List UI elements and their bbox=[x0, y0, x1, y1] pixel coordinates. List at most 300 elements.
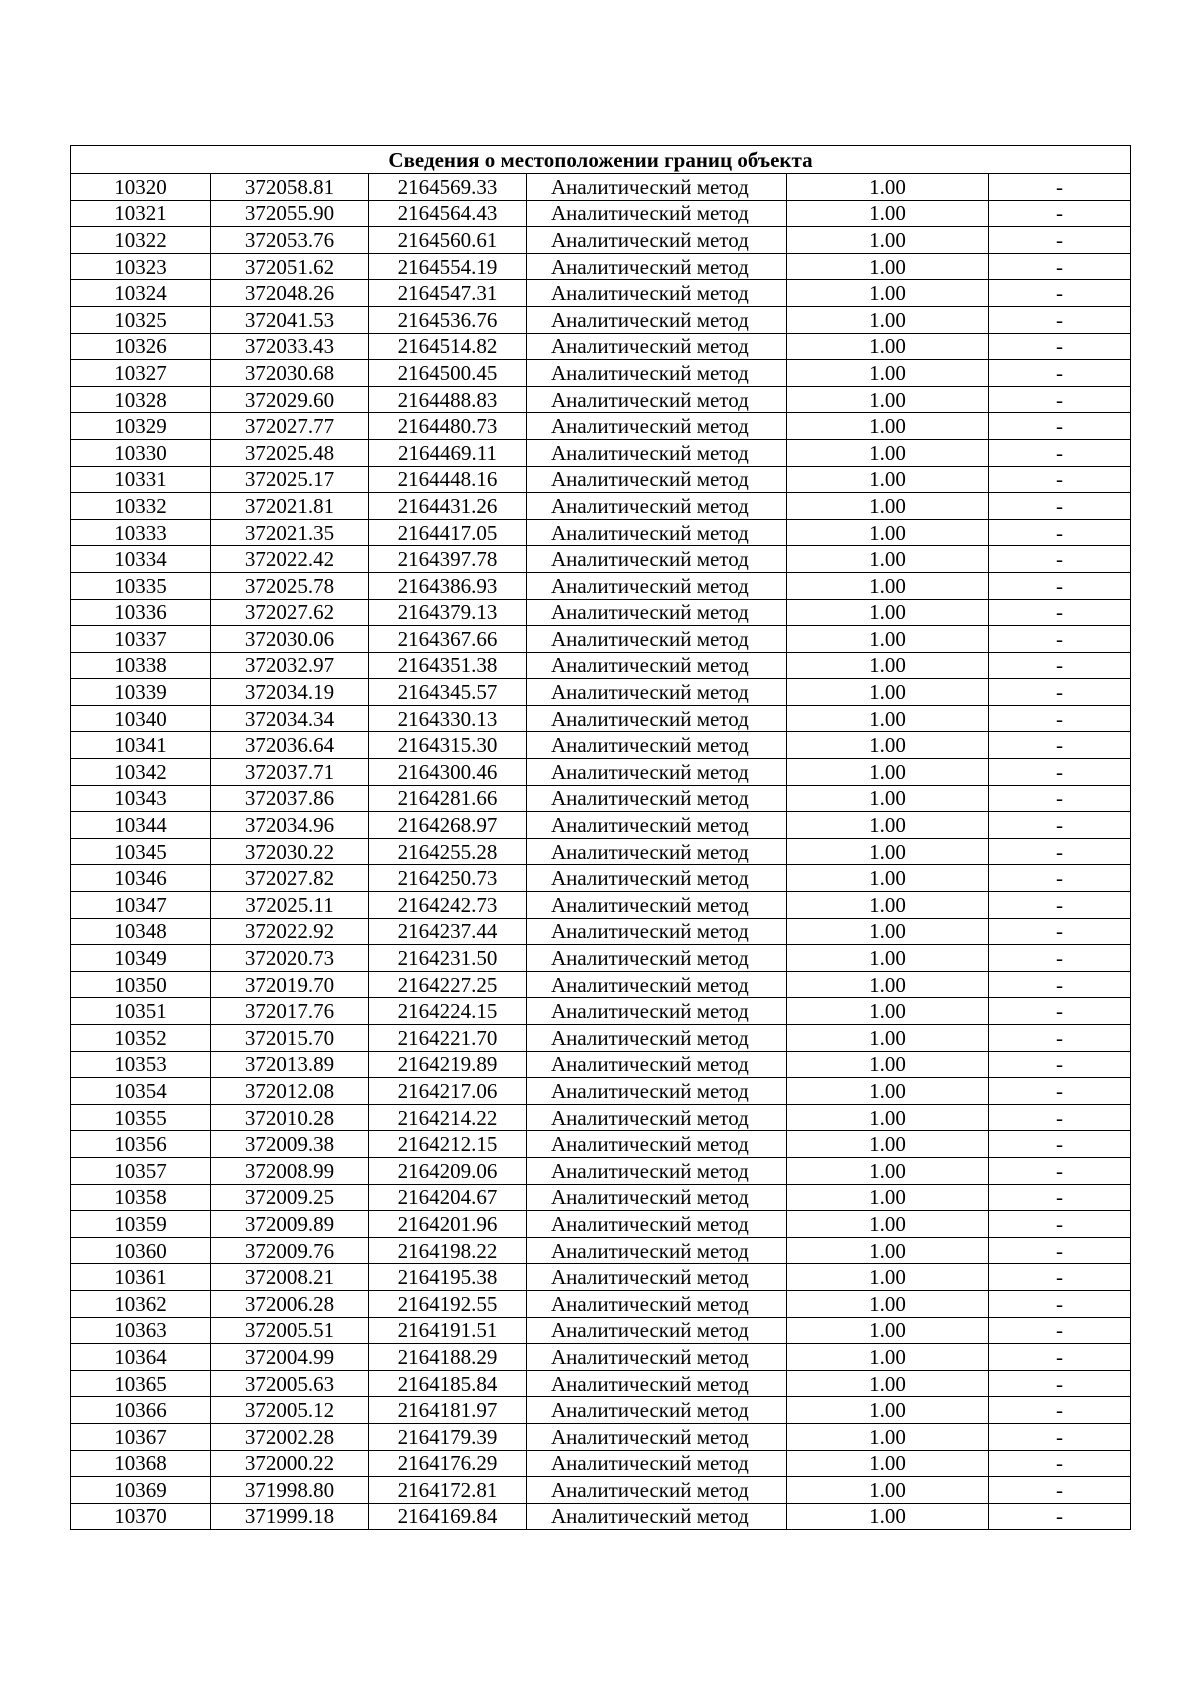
y-coordinate-cell: 2164231.50 bbox=[369, 945, 527, 972]
y-coordinate-cell: 2164554.19 bbox=[369, 253, 527, 280]
accuracy-cell: 1.00 bbox=[787, 865, 989, 892]
point-number-cell: 10364 bbox=[71, 1344, 211, 1371]
point-number-cell: 10346 bbox=[71, 865, 211, 892]
y-coordinate-cell: 2164217.06 bbox=[369, 1078, 527, 1105]
accuracy-cell: 1.00 bbox=[787, 759, 989, 786]
y-coordinate-cell: 2164560.61 bbox=[369, 227, 527, 254]
point-number-cell: 10326 bbox=[71, 333, 211, 360]
method-cell: Аналитический метод bbox=[527, 227, 787, 254]
y-coordinate-cell: 2164204.67 bbox=[369, 1184, 527, 1211]
accuracy-cell: 1.00 bbox=[787, 1423, 989, 1450]
method-cell: Аналитический метод bbox=[527, 1211, 787, 1238]
description-cell: - bbox=[989, 439, 1131, 466]
method-cell: Аналитический метод bbox=[527, 360, 787, 387]
description-cell: - bbox=[989, 227, 1131, 254]
method-cell: Аналитический метод bbox=[527, 679, 787, 706]
x-coordinate-cell: 372033.43 bbox=[211, 333, 369, 360]
point-number-cell: 10344 bbox=[71, 812, 211, 839]
point-number-cell: 10352 bbox=[71, 1025, 211, 1052]
method-cell: Аналитический метод bbox=[527, 306, 787, 333]
description-cell: - bbox=[989, 1211, 1131, 1238]
point-number-cell: 10342 bbox=[71, 759, 211, 786]
table-row bbox=[71, 466, 1131, 493]
method-cell: Аналитический метод bbox=[527, 732, 787, 759]
accuracy-cell: 1.00 bbox=[787, 386, 989, 413]
accuracy-cell: 1.00 bbox=[787, 1078, 989, 1105]
table-row bbox=[71, 493, 1131, 520]
point-number-cell: 10351 bbox=[71, 998, 211, 1025]
point-number-cell: 10337 bbox=[71, 626, 211, 653]
method-cell: Аналитический метод bbox=[527, 1370, 787, 1397]
table-row bbox=[71, 1397, 1131, 1424]
description-cell: - bbox=[989, 1317, 1131, 1344]
table-row bbox=[71, 227, 1131, 254]
point-number-cell: 10360 bbox=[71, 1237, 211, 1264]
accuracy-cell: 1.00 bbox=[787, 439, 989, 466]
table-row bbox=[71, 1503, 1131, 1530]
method-cell: Аналитический метод bbox=[527, 1078, 787, 1105]
x-coordinate-cell: 372034.19 bbox=[211, 679, 369, 706]
table-row bbox=[71, 1131, 1131, 1158]
method-cell: Аналитический метод bbox=[527, 998, 787, 1025]
point-number-cell: 10323 bbox=[71, 253, 211, 280]
table-row bbox=[71, 200, 1131, 227]
y-coordinate-cell: 2164227.25 bbox=[369, 971, 527, 998]
point-number-cell: 10359 bbox=[71, 1211, 211, 1238]
description-cell: - bbox=[989, 1025, 1131, 1052]
point-number-cell: 10361 bbox=[71, 1264, 211, 1291]
y-coordinate-cell: 2164536.76 bbox=[369, 306, 527, 333]
y-coordinate-cell: 2164192.55 bbox=[369, 1290, 527, 1317]
description-cell: - bbox=[989, 1131, 1131, 1158]
accuracy-cell: 1.00 bbox=[787, 306, 989, 333]
method-cell: Аналитический метод bbox=[527, 1450, 787, 1477]
accuracy-cell: 1.00 bbox=[787, 838, 989, 865]
x-coordinate-cell: 372021.81 bbox=[211, 493, 369, 520]
accuracy-cell: 1.00 bbox=[787, 1370, 989, 1397]
point-number-cell: 10343 bbox=[71, 785, 211, 812]
table-row bbox=[71, 1211, 1131, 1238]
point-number-cell: 10336 bbox=[71, 599, 211, 626]
y-coordinate-cell: 2164268.97 bbox=[369, 812, 527, 839]
accuracy-cell: 1.00 bbox=[787, 998, 989, 1025]
point-number-cell: 10334 bbox=[71, 546, 211, 573]
x-coordinate-cell: 372009.89 bbox=[211, 1211, 369, 1238]
x-coordinate-cell: 372053.76 bbox=[211, 227, 369, 254]
y-coordinate-cell: 2164448.16 bbox=[369, 466, 527, 493]
method-cell: Аналитический метод bbox=[527, 174, 787, 201]
y-coordinate-cell: 2164181.97 bbox=[369, 1397, 527, 1424]
x-coordinate-cell: 372000.22 bbox=[211, 1450, 369, 1477]
y-coordinate-cell: 2164237.44 bbox=[369, 918, 527, 945]
accuracy-cell: 1.00 bbox=[787, 679, 989, 706]
accuracy-cell: 1.00 bbox=[787, 1477, 989, 1504]
method-cell: Аналитический метод bbox=[527, 200, 787, 227]
x-coordinate-cell: 372008.21 bbox=[211, 1264, 369, 1291]
description-cell: - bbox=[989, 1370, 1131, 1397]
point-number-cell: 10356 bbox=[71, 1131, 211, 1158]
method-cell: Аналитический метод bbox=[527, 759, 787, 786]
x-coordinate-cell: 372041.53 bbox=[211, 306, 369, 333]
method-cell: Аналитический метод bbox=[527, 785, 787, 812]
table-row bbox=[71, 1157, 1131, 1184]
description-cell: - bbox=[989, 1450, 1131, 1477]
accuracy-cell: 1.00 bbox=[787, 1104, 989, 1131]
table-row bbox=[71, 998, 1131, 1025]
y-coordinate-cell: 2164386.93 bbox=[369, 572, 527, 599]
method-cell: Аналитический метод bbox=[527, 838, 787, 865]
accuracy-cell: 1.00 bbox=[787, 1397, 989, 1424]
y-coordinate-cell: 2164488.83 bbox=[369, 386, 527, 413]
description-cell: - bbox=[989, 493, 1131, 520]
method-cell: Аналитический метод bbox=[527, 572, 787, 599]
description-cell: - bbox=[989, 1423, 1131, 1450]
point-number-cell: 10362 bbox=[71, 1290, 211, 1317]
table-row bbox=[71, 1264, 1131, 1291]
point-number-cell: 10332 bbox=[71, 493, 211, 520]
method-cell: Аналитический метод bbox=[527, 918, 787, 945]
accuracy-cell: 1.00 bbox=[787, 227, 989, 254]
method-cell: Аналитический метод bbox=[527, 1237, 787, 1264]
table-row bbox=[71, 838, 1131, 865]
table-row bbox=[71, 971, 1131, 998]
x-coordinate-cell: 372037.71 bbox=[211, 759, 369, 786]
point-number-cell: 10345 bbox=[71, 838, 211, 865]
x-coordinate-cell: 372030.22 bbox=[211, 838, 369, 865]
y-coordinate-cell: 2164191.51 bbox=[369, 1317, 527, 1344]
description-cell: - bbox=[989, 1051, 1131, 1078]
accuracy-cell: 1.00 bbox=[787, 1051, 989, 1078]
point-number-cell: 10349 bbox=[71, 945, 211, 972]
point-number-cell: 10358 bbox=[71, 1184, 211, 1211]
x-coordinate-cell: 372005.51 bbox=[211, 1317, 369, 1344]
method-cell: Аналитический метод bbox=[527, 1317, 787, 1344]
point-number-cell: 10329 bbox=[71, 413, 211, 440]
accuracy-cell: 1.00 bbox=[787, 652, 989, 679]
x-coordinate-cell: 372022.42 bbox=[211, 546, 369, 573]
point-number-cell: 10327 bbox=[71, 360, 211, 387]
description-cell: - bbox=[989, 333, 1131, 360]
description-cell: - bbox=[989, 572, 1131, 599]
description-cell: - bbox=[989, 200, 1131, 227]
method-cell: Аналитический метод bbox=[527, 652, 787, 679]
accuracy-cell: 1.00 bbox=[787, 971, 989, 998]
x-coordinate-cell: 372037.86 bbox=[211, 785, 369, 812]
x-coordinate-cell: 372004.99 bbox=[211, 1344, 369, 1371]
y-coordinate-cell: 2164480.73 bbox=[369, 413, 527, 440]
y-coordinate-cell: 2164219.89 bbox=[369, 1051, 527, 1078]
y-coordinate-cell: 2164185.84 bbox=[369, 1370, 527, 1397]
x-coordinate-cell: 371999.18 bbox=[211, 1503, 369, 1530]
y-coordinate-cell: 2164212.15 bbox=[369, 1131, 527, 1158]
method-cell: Аналитический метод bbox=[527, 599, 787, 626]
x-coordinate-cell: 372034.96 bbox=[211, 812, 369, 839]
point-number-cell: 10341 bbox=[71, 732, 211, 759]
y-coordinate-cell: 2164188.29 bbox=[369, 1344, 527, 1371]
description-cell: - bbox=[989, 812, 1131, 839]
x-coordinate-cell: 372009.38 bbox=[211, 1131, 369, 1158]
description-cell: - bbox=[989, 732, 1131, 759]
description-cell: - bbox=[989, 466, 1131, 493]
method-cell: Аналитический метод bbox=[527, 280, 787, 307]
method-cell: Аналитический метод bbox=[527, 971, 787, 998]
accuracy-cell: 1.00 bbox=[787, 1503, 989, 1530]
x-coordinate-cell: 372029.60 bbox=[211, 386, 369, 413]
point-number-cell: 10357 bbox=[71, 1157, 211, 1184]
method-cell: Аналитический метод bbox=[527, 865, 787, 892]
point-number-cell: 10347 bbox=[71, 892, 211, 919]
table-row bbox=[71, 1051, 1131, 1078]
accuracy-cell: 1.00 bbox=[787, 626, 989, 653]
description-cell: - bbox=[989, 759, 1131, 786]
accuracy-cell: 1.00 bbox=[787, 892, 989, 919]
method-cell: Аналитический метод bbox=[527, 546, 787, 573]
x-coordinate-cell: 372027.77 bbox=[211, 413, 369, 440]
description-cell: - bbox=[989, 1184, 1131, 1211]
description-cell: - bbox=[989, 838, 1131, 865]
table-row bbox=[71, 918, 1131, 945]
method-cell: Аналитический метод bbox=[527, 1157, 787, 1184]
table-row bbox=[71, 785, 1131, 812]
method-cell: Аналитический метод bbox=[527, 1397, 787, 1424]
y-coordinate-cell: 2164431.26 bbox=[369, 493, 527, 520]
x-coordinate-cell: 372051.62 bbox=[211, 253, 369, 280]
point-number-cell: 10367 bbox=[71, 1423, 211, 1450]
table-row bbox=[71, 1025, 1131, 1052]
y-coordinate-cell: 2164351.38 bbox=[369, 652, 527, 679]
method-cell: Аналитический метод bbox=[527, 386, 787, 413]
table-row bbox=[71, 306, 1131, 333]
y-coordinate-cell: 2164367.66 bbox=[369, 626, 527, 653]
description-cell: - bbox=[989, 785, 1131, 812]
table-row bbox=[71, 413, 1131, 440]
y-coordinate-cell: 2164397.78 bbox=[369, 546, 527, 573]
table-title-row bbox=[71, 146, 1131, 174]
x-coordinate-cell: 372010.28 bbox=[211, 1104, 369, 1131]
method-cell: Аналитический метод bbox=[527, 1290, 787, 1317]
accuracy-cell: 1.00 bbox=[787, 466, 989, 493]
table-row bbox=[71, 1237, 1131, 1264]
description-cell: - bbox=[989, 1157, 1131, 1184]
accuracy-cell: 1.00 bbox=[787, 333, 989, 360]
y-coordinate-cell: 2164469.11 bbox=[369, 439, 527, 466]
method-cell: Аналитический метод bbox=[527, 626, 787, 653]
y-coordinate-cell: 2164569.33 bbox=[369, 174, 527, 201]
method-cell: Аналитический метод bbox=[527, 413, 787, 440]
table-title: Сведения о местоположении границ объекта bbox=[71, 146, 1131, 174]
accuracy-cell: 1.00 bbox=[787, 1237, 989, 1264]
y-coordinate-cell: 2164281.66 bbox=[369, 785, 527, 812]
accuracy-cell: 1.00 bbox=[787, 519, 989, 546]
description-cell: - bbox=[989, 174, 1131, 201]
x-coordinate-cell: 372009.76 bbox=[211, 1237, 369, 1264]
point-number-cell: 10339 bbox=[71, 679, 211, 706]
boundary-coordinates-table bbox=[70, 145, 1131, 1530]
description-cell: - bbox=[989, 306, 1131, 333]
x-coordinate-cell: 372005.12 bbox=[211, 1397, 369, 1424]
description-cell: - bbox=[989, 1477, 1131, 1504]
description-cell: - bbox=[989, 918, 1131, 945]
table-row bbox=[71, 1423, 1131, 1450]
method-cell: Аналитический метод bbox=[527, 466, 787, 493]
description-cell: - bbox=[989, 892, 1131, 919]
accuracy-cell: 1.00 bbox=[787, 599, 989, 626]
accuracy-cell: 1.00 bbox=[787, 360, 989, 387]
x-coordinate-cell: 372034.34 bbox=[211, 705, 369, 732]
point-number-cell: 10331 bbox=[71, 466, 211, 493]
y-coordinate-cell: 2164195.38 bbox=[369, 1264, 527, 1291]
description-cell: - bbox=[989, 253, 1131, 280]
point-number-cell: 10354 bbox=[71, 1078, 211, 1105]
table-row bbox=[71, 1078, 1131, 1105]
description-cell: - bbox=[989, 1237, 1131, 1264]
y-coordinate-cell: 2164209.06 bbox=[369, 1157, 527, 1184]
table-row bbox=[71, 572, 1131, 599]
table-row bbox=[71, 1290, 1131, 1317]
accuracy-cell: 1.00 bbox=[787, 546, 989, 573]
x-coordinate-cell: 372006.28 bbox=[211, 1290, 369, 1317]
description-cell: - bbox=[989, 971, 1131, 998]
method-cell: Аналитический метод bbox=[527, 812, 787, 839]
y-coordinate-cell: 2164172.81 bbox=[369, 1477, 527, 1504]
point-number-cell: 10365 bbox=[71, 1370, 211, 1397]
y-coordinate-cell: 2164198.22 bbox=[369, 1237, 527, 1264]
x-coordinate-cell: 372048.26 bbox=[211, 280, 369, 307]
point-number-cell: 10335 bbox=[71, 572, 211, 599]
accuracy-cell: 1.00 bbox=[787, 1264, 989, 1291]
method-cell: Аналитический метод bbox=[527, 519, 787, 546]
point-number-cell: 10322 bbox=[71, 227, 211, 254]
y-coordinate-cell: 2164300.46 bbox=[369, 759, 527, 786]
point-number-cell: 10363 bbox=[71, 1317, 211, 1344]
accuracy-cell: 1.00 bbox=[787, 280, 989, 307]
point-number-cell: 10369 bbox=[71, 1477, 211, 1504]
y-coordinate-cell: 2164379.13 bbox=[369, 599, 527, 626]
method-cell: Аналитический метод bbox=[527, 1423, 787, 1450]
method-cell: Аналитический метод bbox=[527, 1477, 787, 1504]
method-cell: Аналитический метод bbox=[527, 493, 787, 520]
accuracy-cell: 1.00 bbox=[787, 1450, 989, 1477]
table-row bbox=[71, 1477, 1131, 1504]
x-coordinate-cell: 372058.81 bbox=[211, 174, 369, 201]
description-cell: - bbox=[989, 1078, 1131, 1105]
table-row bbox=[71, 1450, 1131, 1477]
point-number-cell: 10370 bbox=[71, 1503, 211, 1530]
table-row bbox=[71, 1184, 1131, 1211]
accuracy-cell: 1.00 bbox=[787, 1157, 989, 1184]
x-coordinate-cell: 372032.97 bbox=[211, 652, 369, 679]
method-cell: Аналитический метод bbox=[527, 1344, 787, 1371]
table-row bbox=[71, 865, 1131, 892]
accuracy-cell: 1.00 bbox=[787, 493, 989, 520]
accuracy-cell: 1.00 bbox=[787, 413, 989, 440]
table-row bbox=[71, 705, 1131, 732]
description-cell: - bbox=[989, 1344, 1131, 1371]
table-row bbox=[71, 759, 1131, 786]
accuracy-cell: 1.00 bbox=[787, 812, 989, 839]
table-row bbox=[71, 386, 1131, 413]
y-coordinate-cell: 2164221.70 bbox=[369, 1025, 527, 1052]
point-number-cell: 10348 bbox=[71, 918, 211, 945]
method-cell: Аналитический метод bbox=[527, 1503, 787, 1530]
method-cell: Аналитический метод bbox=[527, 892, 787, 919]
table-row bbox=[71, 732, 1131, 759]
point-number-cell: 10340 bbox=[71, 705, 211, 732]
y-coordinate-cell: 2164242.73 bbox=[369, 892, 527, 919]
x-coordinate-cell: 372005.63 bbox=[211, 1370, 369, 1397]
y-coordinate-cell: 2164250.73 bbox=[369, 865, 527, 892]
description-cell: - bbox=[989, 1503, 1131, 1530]
accuracy-cell: 1.00 bbox=[787, 1184, 989, 1211]
x-coordinate-cell: 372013.89 bbox=[211, 1051, 369, 1078]
description-cell: - bbox=[989, 1397, 1131, 1424]
point-number-cell: 10330 bbox=[71, 439, 211, 466]
table-row bbox=[71, 519, 1131, 546]
x-coordinate-cell: 372022.92 bbox=[211, 918, 369, 945]
point-number-cell: 10368 bbox=[71, 1450, 211, 1477]
accuracy-cell: 1.00 bbox=[787, 1131, 989, 1158]
table-row bbox=[71, 1344, 1131, 1371]
y-coordinate-cell: 2164179.39 bbox=[369, 1423, 527, 1450]
point-number-cell: 10350 bbox=[71, 971, 211, 998]
y-coordinate-cell: 2164547.31 bbox=[369, 280, 527, 307]
x-coordinate-cell: 372027.62 bbox=[211, 599, 369, 626]
description-cell: - bbox=[989, 626, 1131, 653]
y-coordinate-cell: 2164564.43 bbox=[369, 200, 527, 227]
description-cell: - bbox=[989, 705, 1131, 732]
x-coordinate-cell: 372008.99 bbox=[211, 1157, 369, 1184]
table-row bbox=[71, 945, 1131, 972]
accuracy-cell: 1.00 bbox=[787, 705, 989, 732]
method-cell: Аналитический метод bbox=[527, 1264, 787, 1291]
x-coordinate-cell: 372025.11 bbox=[211, 892, 369, 919]
table-row bbox=[71, 599, 1131, 626]
x-coordinate-cell: 372030.06 bbox=[211, 626, 369, 653]
table-row bbox=[71, 546, 1131, 573]
x-coordinate-cell: 372025.78 bbox=[211, 572, 369, 599]
accuracy-cell: 1.00 bbox=[787, 1344, 989, 1371]
x-coordinate-cell: 371998.80 bbox=[211, 1477, 369, 1504]
table-row bbox=[71, 333, 1131, 360]
y-coordinate-cell: 2164330.13 bbox=[369, 705, 527, 732]
point-number-cell: 10333 bbox=[71, 519, 211, 546]
x-coordinate-cell: 372055.90 bbox=[211, 200, 369, 227]
point-number-cell: 10325 bbox=[71, 306, 211, 333]
y-coordinate-cell: 2164315.30 bbox=[369, 732, 527, 759]
description-cell: - bbox=[989, 519, 1131, 546]
method-cell: Аналитический метод bbox=[527, 1025, 787, 1052]
y-coordinate-cell: 2164176.29 bbox=[369, 1450, 527, 1477]
accuracy-cell: 1.00 bbox=[787, 732, 989, 759]
table-row bbox=[71, 812, 1131, 839]
description-cell: - bbox=[989, 413, 1131, 440]
method-cell: Аналитический метод bbox=[527, 1051, 787, 1078]
x-coordinate-cell: 372020.73 bbox=[211, 945, 369, 972]
description-cell: - bbox=[989, 1290, 1131, 1317]
x-coordinate-cell: 372036.64 bbox=[211, 732, 369, 759]
table-row bbox=[71, 892, 1131, 919]
y-coordinate-cell: 2164169.84 bbox=[369, 1503, 527, 1530]
table-row bbox=[71, 652, 1131, 679]
y-coordinate-cell: 2164201.96 bbox=[369, 1211, 527, 1238]
accuracy-cell: 1.00 bbox=[787, 1290, 989, 1317]
accuracy-cell: 1.00 bbox=[787, 1317, 989, 1344]
table-row bbox=[71, 174, 1131, 201]
y-coordinate-cell: 2164345.57 bbox=[369, 679, 527, 706]
accuracy-cell: 1.00 bbox=[787, 253, 989, 280]
method-cell: Аналитический метод bbox=[527, 1131, 787, 1158]
y-coordinate-cell: 2164514.82 bbox=[369, 333, 527, 360]
